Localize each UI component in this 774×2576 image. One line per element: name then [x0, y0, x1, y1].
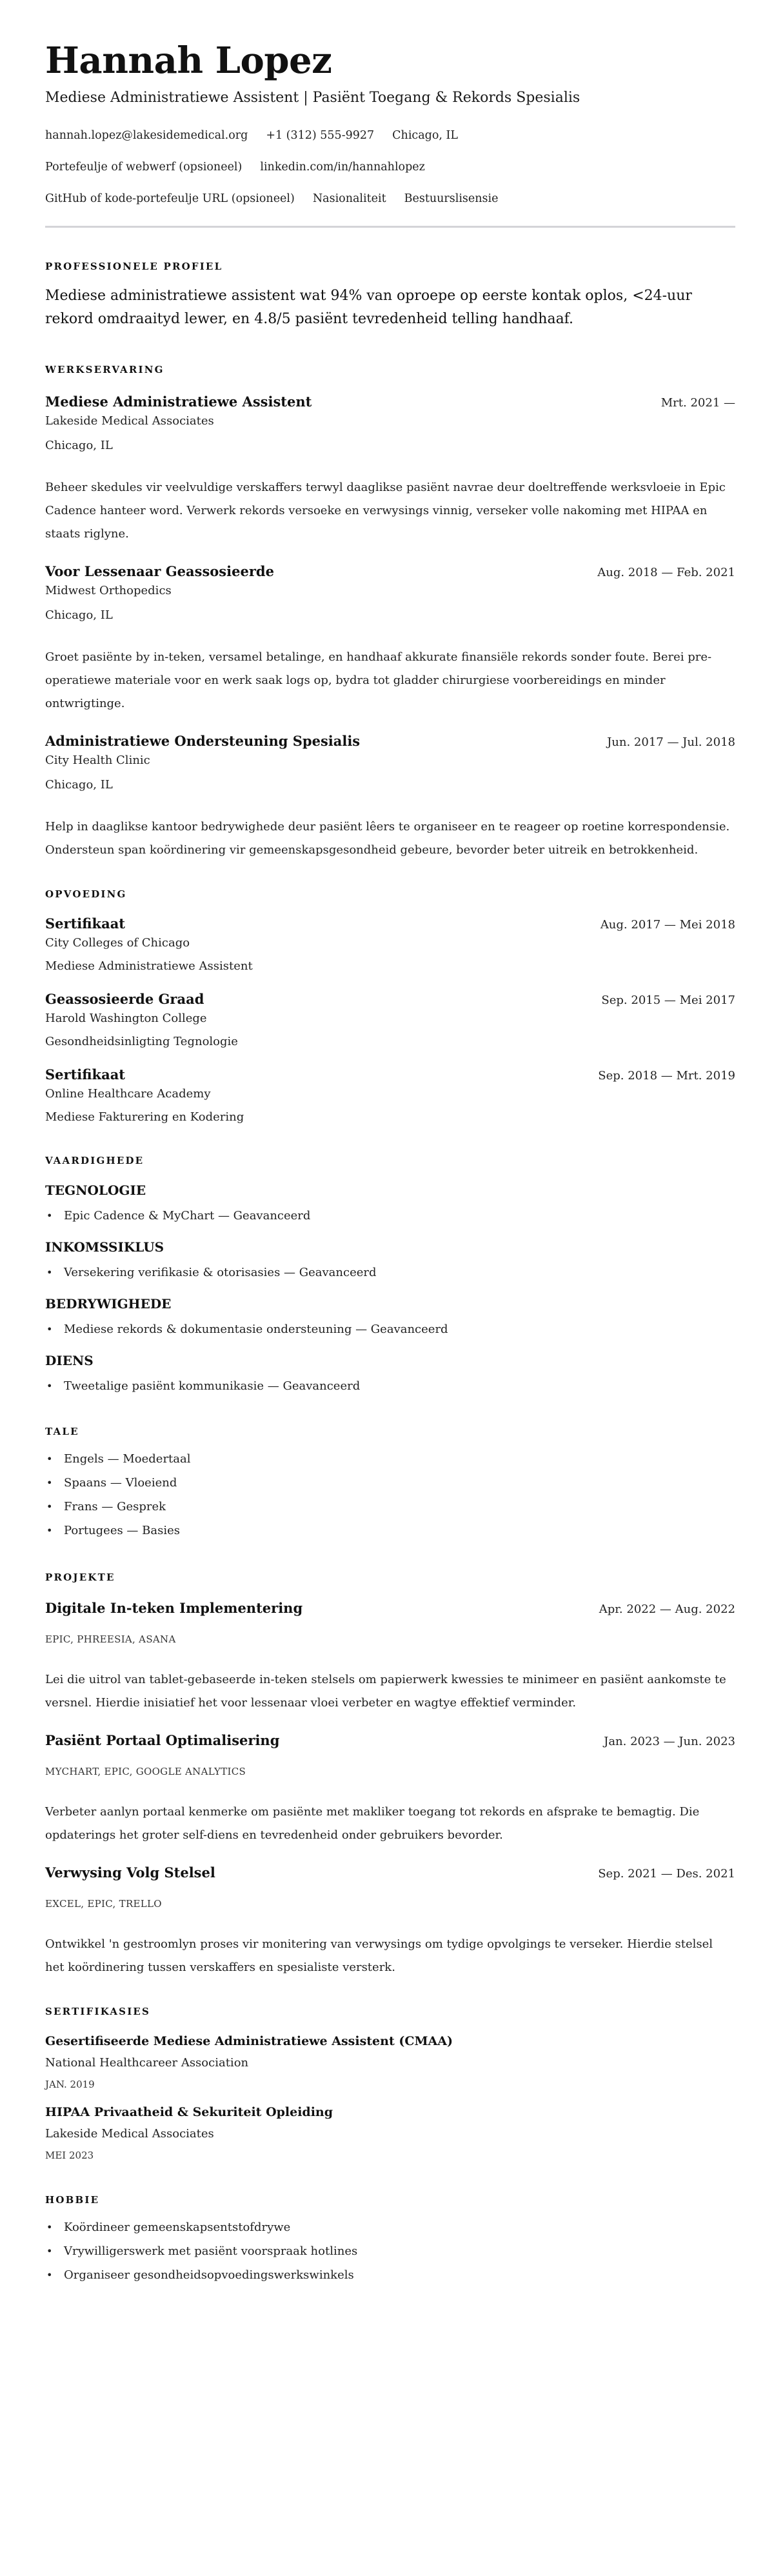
field-of-study: Gesondheidsinligting Tegnologie [45, 1035, 238, 1048]
job-title: Administratiewe Ondersteuning Spesialis [45, 733, 361, 749]
skill-category-name: TEGNOLOGIE [45, 1183, 146, 1198]
certification-date: JAN. 2019 [45, 2079, 95, 2090]
skill-category [45, 1352, 735, 1395]
language-list [45, 1447, 735, 1543]
contact-row [45, 128, 735, 143]
projects-section [45, 1571, 735, 1979]
hobby-item: • Organiseer gesondheidsopvoedingswerkswinkels [45, 2263, 735, 2287]
job-title: Voor Lessenaar Geassosieerde [45, 563, 274, 579]
language-item: • Spaans — Vloeiend [45, 1471, 735, 1495]
languages-section [45, 1425, 735, 1543]
contact-row [45, 191, 735, 206]
degree-title: Geassosieerde Graad [45, 991, 204, 1007]
project-entry [45, 1732, 735, 1847]
hobbies-section [45, 2193, 735, 2287]
contact-portfolio[interactable]: Portefeulje of webwerf (opsioneel) [45, 161, 243, 174]
skill-item: • Tweetalige pasiënt kommunikasie — Geavanceerd [45, 1377, 735, 1395]
skills-section [45, 1154, 735, 1395]
experience-entry [45, 393, 735, 546]
education-dates: Sep. 2018 — Mrt. 2019 [598, 1069, 735, 1083]
section-title: WERKSERVARING [45, 364, 164, 375]
project-tech: EPIC, PHREESIA, ASANA [45, 1633, 176, 1645]
project-entry [45, 1864, 735, 1979]
candidate-headline: Mediese Administratiewe Assistent | Pasiënt Toegang & Rekords Spesialis [45, 90, 580, 106]
job-company: City Health Clinic [45, 754, 150, 767]
resume-header [45, 37, 735, 228]
certification-entry [45, 2103, 735, 2162]
certification-issuer: National Healthcareer Association [45, 2056, 249, 2070]
project-name: Verwysing Volg Stelsel [45, 1864, 215, 1881]
project-description: Lei die uitrol van tablet-gebaseerde in-teken stelsels om papierwerk kwessies te minimeer en pasiënt aankomste te versnel. Hierdie inisiatief het voor lessenaar vloei verbeter en wagtye effektief verminder. [45, 1673, 726, 1710]
education-dates: Sep. 2015 — Mei 2017 [601, 993, 735, 1007]
skill-item: • Versekering verifikasie & otorisasies — Geavanceerd [45, 1264, 735, 1282]
skill-category [45, 1181, 735, 1225]
skill-item: • Mediese rekords & dokumentasie ondersteuning — Geavanceerd [45, 1321, 735, 1339]
candidate-name: Hannah Lopez [45, 39, 332, 82]
project-description: Verbeter aanlyn portaal kenmerke om pasiënte met makliker toegang tot rekords en afsprake te bemagtig. Die opdaterings het groter self-diens en tevredenheid onder gebruikers bevorder. [45, 1805, 700, 1842]
job-dates: Aug. 2018 — Feb. 2021 [597, 566, 735, 579]
job-company: Lakeside Medical Associates [45, 414, 214, 428]
project-dates: Apr. 2022 — Aug. 2022 [599, 1603, 735, 1616]
section-title: SERTIFIKASIES [45, 2006, 151, 2017]
project-tech: EXCEL, EPIC, TRELLO [45, 1898, 162, 1910]
section-title: PROJEKTE [45, 1572, 115, 1583]
language-item: • Portugees — Basies [45, 1519, 735, 1543]
skill-list [45, 1321, 735, 1339]
section-title: HOBBIE [45, 2194, 100, 2206]
skill-category [45, 1295, 735, 1339]
education-entry [45, 915, 735, 975]
project-tech: MYCHART, EPIC, GOOGLE ANALYTICS [45, 1766, 246, 1777]
field-of-study: Mediese Fakturering en Kodering [45, 1110, 244, 1124]
project-description: Ontwikkel 'n gestroomlyn proses vir monitering van verwysings om tydige opvolgings te verseker. Hierdie stelsel het koördinering tussen verskaffers en spesialiste versterk. [45, 1937, 713, 1974]
education-entry [45, 990, 735, 1050]
certification-name: Gesertifiseerde Mediese Administratiewe Assistent (CMAA) [45, 2034, 453, 2048]
contact-email[interactable]: hannah.lopez@lakesidemedical.org [45, 129, 248, 142]
certification-name: HIPAA Privaatheid & Sekuriteit Opleiding [45, 2105, 333, 2119]
skill-category-name: INKOMSSIKLUS [45, 1239, 164, 1255]
contact-linkedin[interactable]: linkedin.com/in/hannahlopez [260, 161, 425, 174]
job-description: Groet pasiënte by in-teken, versamel betalinge, en handhaaf akkurate finansiële rekords sonder foute. Berei pre-operatiewe materiale voor en werk saak logs op, bydra tot gladder chirurgiese voorbereidings en minder ontwrigtinge. [45, 650, 712, 710]
project-name: Digitale In-teken Implementering [45, 1600, 303, 1616]
skill-category-name: DIENS [45, 1353, 94, 1368]
project-entry [45, 1599, 735, 1715]
hobby-item: • Vrywilligerswerk met pasiënt voorspraak hotlines [45, 2239, 735, 2263]
job-description: Help in daaglikse kantoor bedrywighede deur pasiënt lêers te organiseer en te reageer op roetine korrespondensie. Ondersteun span koördinering vir gemeenskapsgesondheid gebeure, bevorder beter uitreik en betrokkenheid. [45, 820, 730, 857]
certification-issuer: Lakeside Medical Associates [45, 2127, 214, 2141]
language-item: • Engels — Moedertaal [45, 1447, 735, 1471]
profile-summary: Mediese administratiewe assistent wat 94% van oproepe op eerste kontak oplos, <24-uur rekord omdraaityd lewer, en 4.8/5 pasiënt tevredenheid telling handhaaf. [45, 288, 692, 327]
job-company: Midwest Orthopedics [45, 584, 172, 597]
skill-category [45, 1238, 735, 1282]
contact-github[interactable]: GitHub of kode-portefeulje URL (opsioneel) [45, 192, 295, 205]
education-dates: Aug. 2017 — Mei 2018 [600, 918, 735, 932]
project-name: Pasiënt Portaal Optimalisering [45, 1732, 280, 1748]
job-description: Beheer skedules vir veelvuldige verskaffers terwyl daaglikse pasiënt navrae deur doeltreffende werksvloeie in Epic Cadence hanteer word. Verwerk rekords versoeke en verwysings vinnig, verseker volle nakoming met HIPAA en staats riglyne. [45, 481, 726, 541]
skill-category-name: BEDRYWIGHEDE [45, 1296, 172, 1312]
job-title: Mediese Administratiewe Assistent [45, 394, 312, 410]
school-name: Online Healthcare Academy [45, 1087, 211, 1101]
certifications-section [45, 2005, 735, 2162]
hobby-item: • Koördineer gemeenskapsentstofdrywe [45, 2215, 735, 2239]
job-location: Chicago, IL [45, 608, 113, 622]
job-dates: Mrt. 2021 — [660, 396, 735, 410]
section-title: TALE [45, 1426, 79, 1437]
degree-title: Sertifikaat [45, 1066, 126, 1083]
certification-entry [45, 2032, 735, 2092]
project-dates: Sep. 2021 — Des. 2021 [598, 1867, 735, 1881]
job-location: Chicago, IL [45, 439, 113, 452]
contact-location: Chicago, IL [392, 129, 459, 142]
school-name: Harold Washington College [45, 1012, 207, 1025]
education-section [45, 888, 735, 1126]
job-dates: Jun. 2017 — Jul. 2018 [607, 735, 735, 749]
header-divider [45, 226, 735, 228]
hobby-list [45, 2215, 735, 2287]
skill-item: • Epic Cadence & MyChart — Geavanceerd [45, 1207, 735, 1225]
contact-drivers-license: Bestuurslisensie [404, 192, 499, 205]
experience-section [45, 363, 735, 862]
section-title: OPVOEDING [45, 888, 127, 900]
contact-row [45, 159, 735, 175]
section-title: VAARDIGHEDE [45, 1155, 144, 1166]
section-title: PROFESSIONELE PROFIEL [45, 261, 223, 272]
skill-list [45, 1207, 735, 1225]
contact-nationality: Nasionaliteit [312, 192, 386, 205]
skill-list [45, 1377, 735, 1395]
job-location: Chicago, IL [45, 778, 113, 792]
contact-phone[interactable]: +1 (312) 555-9927 [266, 129, 375, 142]
experience-entry [45, 563, 735, 715]
project-dates: Jan. 2023 — Jun. 2023 [604, 1735, 735, 1748]
skill-list [45, 1264, 735, 1282]
experience-entry [45, 732, 735, 862]
education-entry [45, 1066, 735, 1126]
school-name: City Colleges of Chicago [45, 936, 190, 950]
field-of-study: Mediese Administratiewe Assistent [45, 959, 253, 973]
language-item: • Frans — Gesprek [45, 1495, 735, 1519]
degree-title: Sertifikaat [45, 915, 126, 932]
certification-date: MEI 2023 [45, 2150, 94, 2161]
profile-section [45, 260, 735, 331]
